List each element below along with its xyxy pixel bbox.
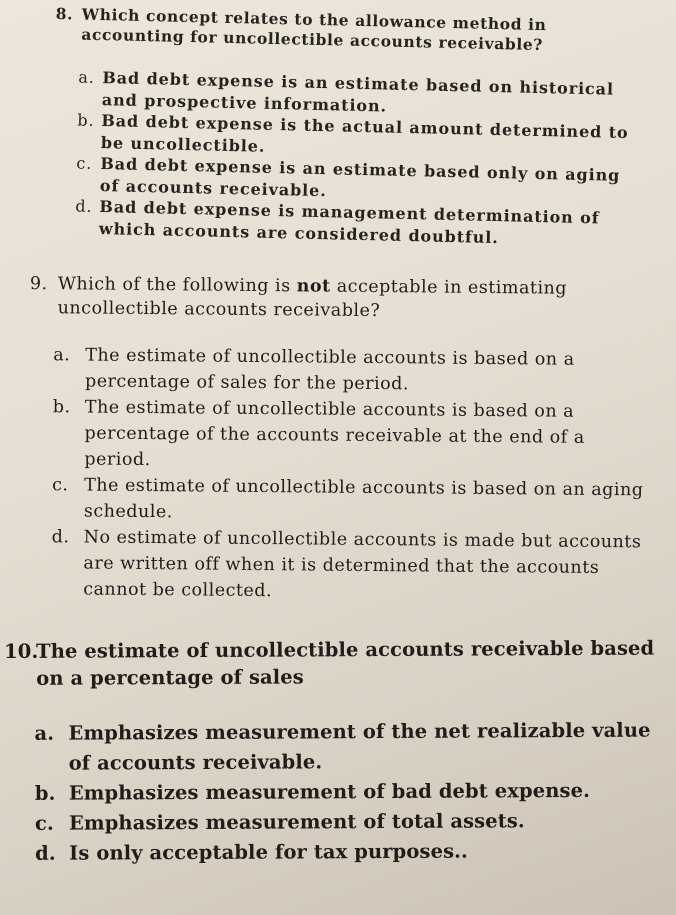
question-8-options: [75, 67, 645, 252]
option-letter: c.: [76, 153, 93, 173]
option-letter: a.: [34, 721, 55, 745]
question-10-stem: [4, 635, 664, 692]
question-10-number: 10.: [4, 639, 39, 663]
option-text: The estimate of uncollectible accounts is based on a percentage of sales for the period.: [84, 345, 575, 395]
question-9-option-d: [51, 524, 648, 607]
option-letter: b.: [34, 781, 56, 805]
question-10: [4, 635, 665, 869]
option-text: Emphasizes measurement of total assets.: [68, 809, 525, 835]
question-9-option-b: [52, 394, 649, 477]
option-letter: c.: [34, 811, 54, 835]
option-letter: a.: [53, 345, 71, 366]
question-9-text-before: Which of the following is: [57, 274, 291, 297]
question-10-option-d: [35, 836, 665, 869]
option-text: The estimate of uncollectible accounts is based on a percentage of the accounts receivable at the end of a period.: [84, 397, 585, 471]
option-text: The estimate of uncollectible accounts is based on an aging schedule.: [83, 475, 644, 523]
option-text: No estimate of uncollectible accounts is made but accounts are written off when it is determined that the accounts cannot be collected.: [83, 527, 642, 602]
question-9-emphasis: not: [296, 276, 331, 297]
question-9-option-a: [53, 342, 649, 399]
option-text: Bad debt expense is an estimate based on historical and prospective information.: [101, 68, 615, 116]
option-text: Bad debt expense is the actual amount determined to be uncollectible.: [100, 111, 629, 156]
option-text: Emphasizes measurement of bad debt expense.: [68, 778, 591, 805]
option-letter: d.: [51, 527, 70, 548]
question-10-option-b: [35, 776, 665, 809]
question-9-stem: [30, 272, 650, 325]
option-letter: b.: [52, 397, 71, 418]
option-text: Is only acceptable for tax purposes..: [69, 839, 468, 865]
question-8-stem: [55, 4, 646, 57]
question-8-number: 8.: [55, 4, 74, 24]
question-10-options: [34, 716, 665, 869]
question-9: [27, 272, 650, 607]
question-9-text-after: acceptable in estimating uncollectible accounts receivable?: [57, 276, 568, 322]
question-8: [51, 4, 646, 251]
question-9-option-c: [52, 472, 648, 529]
option-letter: b.: [77, 110, 95, 130]
option-letter: d.: [35, 841, 56, 865]
option-text: Bad debt expense is management determination of which accounts are considered doubtful.: [98, 197, 600, 247]
question-10-text: The estimate of uncollectible accounts receivable based on a percentage of sales: [36, 636, 655, 690]
question-10-option-a: [34, 716, 664, 779]
option-letter: d.: [75, 196, 93, 216]
question-9-number: 9.: [29, 273, 48, 295]
option-letter: c.: [52, 475, 69, 496]
question-10-option-c: [35, 806, 665, 839]
option-text: Emphasizes measurement of the net realizable value of accounts receivable.: [68, 718, 651, 775]
question-9-options: [51, 342, 649, 607]
option-letter: a.: [78, 67, 95, 87]
question-8-text: Which concept relates to the allowance method in accounting for uncollectible accounts receivable?: [81, 4, 547, 55]
option-text: Bad debt expense is an estimate based only on aging of accounts receivable.: [99, 154, 621, 200]
